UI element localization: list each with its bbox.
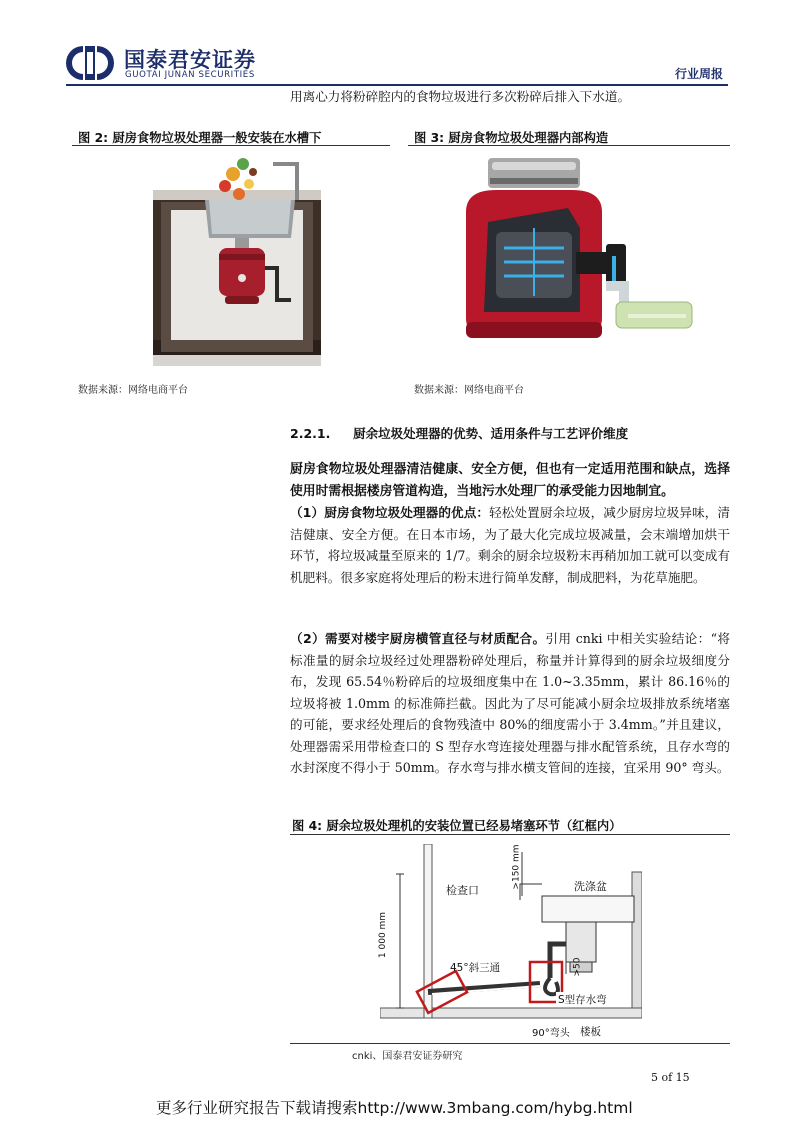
section-heading [290, 424, 628, 442]
disposer-cutaway-illustration [456, 152, 696, 348]
advantages-paragraph [290, 502, 730, 588]
figure-3-image [456, 152, 696, 348]
report-type-label: 行业周报 [674, 67, 723, 81]
figure-4-source: cnki、国泰君安证券研究 [352, 1051, 463, 1062]
sink-installation-illustration [153, 150, 321, 366]
figure-3-source: 数据来源：网络电商平台 [414, 385, 524, 396]
figure-4-diagram [380, 844, 642, 1040]
label-min-50: >50 [572, 957, 583, 977]
pipe-requirements-text: 引用 cnki 中相关实验结论：“将标准量的厨余垃圾经过处理器粉碎处理后，称量并计算得到的厨余垃圾细度分布，发现 65.54％粉碎后的垃圾细度集中在 1.0~3.35mm，累计 86.16％的垃圾将被 1.0mm 的标准筛拦截。因此为了尽可能减小厨余垃圾排放系统堵塞的可能，要求经处理后的食物残渣中 80%的细度需小于 3.4mm。”并且建议，处理器需采用带检查口的 S 型存水弯连接处理器与排水配管系统，且存水弯的水封深度不得小于 50mm。存水弯与排水横支管间的连接，宜采用 90° 弯头。 [290, 631, 730, 775]
summary-paragraph: 厨房食物垃圾处理器清洁健康、安全方便，但也有一定适用范围和缺点，选择使用时需根据楼房管道构造，当地污水处理厂的承受能力因地制宜。 [290, 462, 730, 499]
pipe-requirements-lead: （2）需要对楼宇厨房横管直径与材质配合。 [290, 631, 546, 646]
figure-4-title: 图 4: 厨余垃圾处理机的安装位置已经易堵塞环节（红框内） [292, 819, 622, 833]
label-inspection-port: 检查口 [446, 884, 479, 897]
logo-chinese-name: 国泰君安证券 [124, 48, 256, 72]
label-45-tee: 45°斜三通 [450, 962, 501, 974]
logo-english-name: GUOTAI JUNAN SECURITIES [125, 70, 255, 80]
section-number: 2.2.1. [290, 426, 331, 441]
guotai-junan-logo-icon [66, 46, 114, 80]
figure-4-rule [290, 834, 730, 835]
footer-download-link[interactable]: 更多行业研究报告下载请搜索http://www.3mbang.com/hybg.html [156, 1099, 633, 1117]
advantages-lead: （1）厨房食物垃圾处理器的优点： [290, 505, 490, 520]
pipe-requirements-paragraph [290, 628, 730, 779]
label-s-trap: S型存水弯 [558, 994, 607, 1006]
label-min-150: >150 mm [511, 844, 522, 890]
company-logo [66, 44, 286, 84]
figure-4-bottom-rule [290, 1043, 730, 1044]
section-title: 厨余垃圾处理器的优势、适用条件与工艺评价维度 [353, 426, 629, 441]
label-sink: 洗涤盆 [574, 880, 607, 893]
figure-2-title: 图 2: 厨房食物垃圾处理器一般安装在水槽下 [78, 131, 322, 145]
figure-3-rule [408, 145, 730, 146]
page-number: 5 of 15 [651, 1071, 690, 1084]
figure-2-rule [72, 145, 390, 146]
label-floor-slab: 楼板 [580, 1026, 601, 1038]
label-90-elbow: 90°弯头 [532, 1028, 570, 1039]
label-height-1000: 1 000 mm [378, 911, 389, 959]
figure-3-title: 图 3: 厨房食物垃圾处理器内部构造 [414, 131, 609, 145]
intro-text: 用离心力将粉碎腔内的食物垃圾进行多次粉碎后排入下水道。 [290, 89, 631, 104]
figure-2-source: 数据来源：网络电商平台 [78, 385, 188, 396]
figure-2-image [153, 150, 321, 366]
advantages-text: 轻松处置厨余垃圾，减少厨房垃圾异味，清洁健康、安全方便。在日本市场，为了最大化完成垃圾减量，会末端增加烘干环节，将垃圾减量至原来的 1/7。剩余的厨余垃圾粉末再稍加加工就可以变成有机肥料。很多家庭将处理后的粉末进行简单发酵，制成肥料，为花草施肥。 [290, 505, 731, 585]
